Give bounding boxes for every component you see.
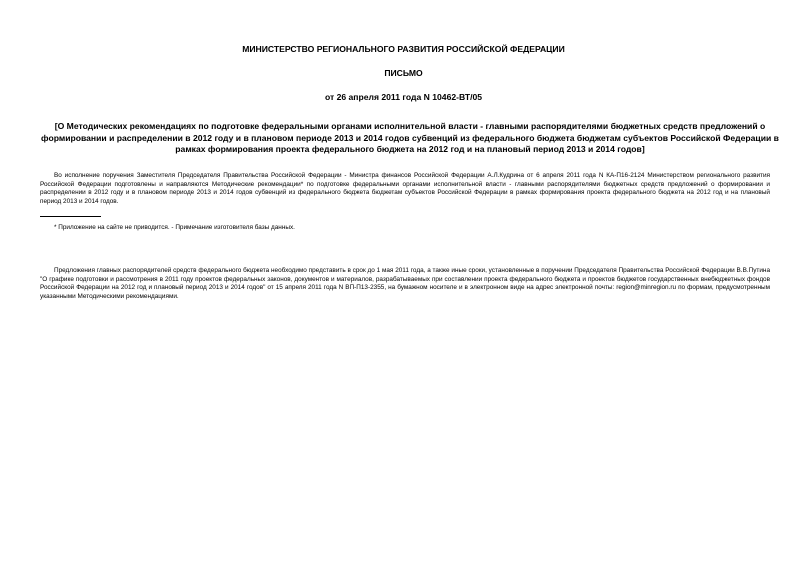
document-title: [О Методических рекомендациях по подготовке федеральными органами исполнительной власти - главными распорядителями бюджетных средств предложений о формировании и распределении в 2012 году и в плановом периоде 2013 и 2014 годов субвенций из федерального бюджета бюджетам субъектов Российской Федерации в рамках формирования проекта федерального бюджета на 2012 год и на плановый период 2013 и 2014 годов] (41, 121, 779, 154)
body-paragraph-1: Во исполнение поручения Заместителя Председателя Правительства Российской Федерации - Министра финансов Российской Федерации А.Л.Кудрина от 6 апреля 2011 года N КА-П16-2124 Министерством регионального развития Российской Федерации подготовлены и направляются Методические рекомендации* по подготовке федеральными органами исполнительной власти - главными распорядителями бюджетных средств предложений о формировании и распределении в 2012 году и в плановом периоде 2013 и 2014 годов субвенций из федерального бюджета бюджетам субъектов Российской Федерации в рамках формирования проекта федерального бюджета на 2012 год и на плановый период 2013 и 2014 годов. (40, 172, 770, 205)
ministry-heading: МИНИСТЕРСТВО РЕГИОНАЛЬНОГО РАЗВИТИЯ РОССИЙСКОЙ ФЕДЕРАЦИИ (242, 44, 565, 54)
body-paragraph-2: Предложения главных распорядителей средств федерального бюджета необходимо представить в срок до 1 мая 2011 года, а также иные сроки, установленные в поручении Председателя Правительства Российской Федерации В.В.Путина "О графике подготовки и рассмотрения в 2011 году проектов федеральных законов, документов и материалов, разрабатываемых при составлении проекта федерального бюджета и проектов бюджетов государственных внебюджетных фондов Российской Федерации на 2012 год и плановый период 2013 и 2014 годов" от 15 апреля 2011 года N ВП-П13-2355, на бумажном носителе и в электронном виде на адрес электронной почты: region@minregion.ru по формам, предусмотренным указанными Методическими рекомендациями. (40, 267, 770, 300)
footnote-divider (40, 216, 101, 217)
footnote-text: * Приложение на сайте не приводится. - Примечание изготовителя базы данных. (54, 224, 295, 231)
document-type-heading: ПИСЬМО (384, 68, 423, 78)
document-date-line: от 26 апреля 2011 года N 10462-ВТ/05 (324, 92, 483, 102)
